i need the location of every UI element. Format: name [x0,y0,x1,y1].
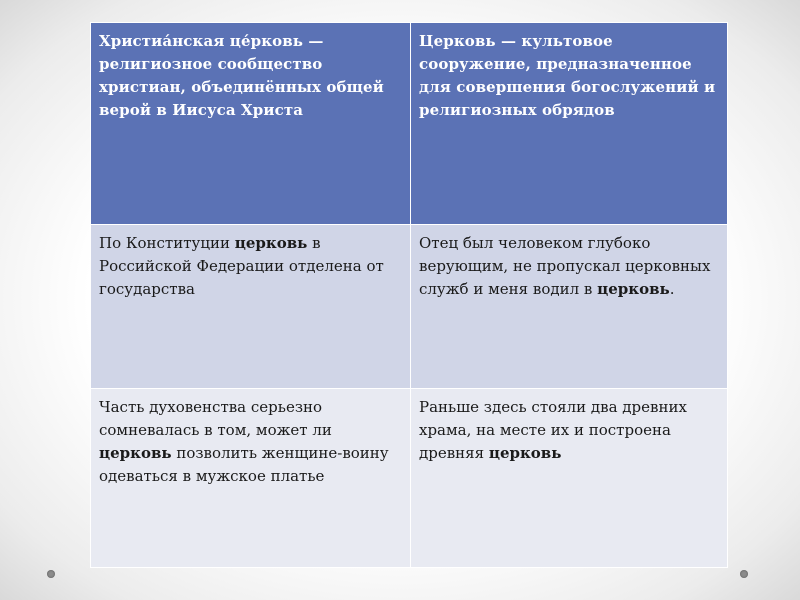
table-cell [91,225,411,389]
header-right-text: Церковь — культовое сооружение, предназначенное для совершения богослужений и религиозных обрядов [419,32,716,119]
table-row [91,389,728,568]
table-cell [91,389,411,568]
header-left-text: Христиа́нская це́рковь — религиозное сообщество христиан, объединённых общей верой в Иисуса Христа [99,32,384,119]
bullet-dot-right [740,570,748,578]
header-cell-left [91,23,411,225]
table-header-row [91,23,728,225]
keyword-text: церковь [488,444,562,462]
table-row [91,225,728,389]
cell-text: Отец был человеком глубоко верующим, не пропускал церковных служб и меня водил в [419,234,711,298]
table-cell [411,389,728,568]
cell-text: По Конституции [99,234,235,252]
cell-text: в Российской Федерации отделена от государства [99,234,384,298]
header-cell-right [411,23,728,225]
cell-text: позволить женщине-воину одеваться в мужское платье [99,444,389,485]
cell-text: Часть духовенства серьезно сомневалась в том, может ли [99,398,332,439]
table-cell [411,225,728,389]
keyword-text: церковь [597,280,670,298]
cell-text: . [669,280,675,298]
cell-text: Раньше здесь стояли два древних храма, на месте их и построена древняя [419,398,687,462]
definitions-table [90,22,728,568]
keyword-text: церковь [234,234,308,252]
bullet-dot-left [47,570,55,578]
keyword-text: церковь [99,444,172,462]
